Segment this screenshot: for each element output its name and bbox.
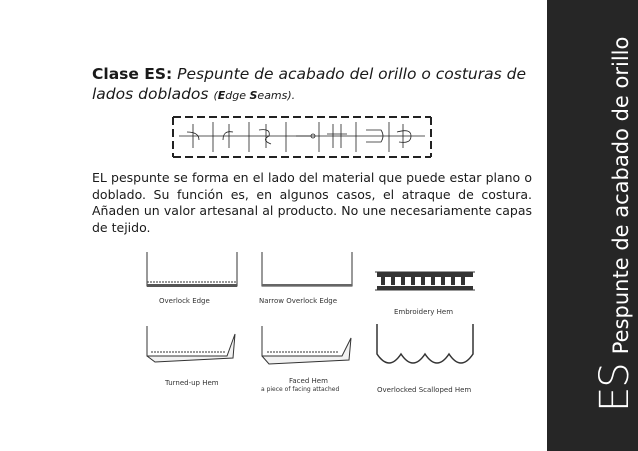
body-paragraph: EL pespunte se forma en el lado del material que puede estar plano o doblado. Su función es, en algunos casos, el atraque de costura. Añaden un valor artesanal al producto. No une necesariamente capas de tejido. bbox=[92, 170, 532, 235]
title-paren: (Edge Seams). bbox=[213, 89, 296, 102]
label-scalloped-hem: Overlocked Scalloped Hem bbox=[377, 386, 472, 394]
slide-title bbox=[92, 64, 532, 106]
side-code: ES bbox=[592, 363, 638, 412]
label-overlock-edge: Overlock Edge bbox=[159, 297, 210, 305]
label-narrow-overlock: Narrow Overlock Edge bbox=[259, 297, 338, 305]
label-faced-hem-sub: a piece of facing attached bbox=[261, 386, 340, 393]
title-main: Pespunte de acabado del orillo o costuras de lados doblados bbox=[92, 65, 526, 103]
side-title bbox=[592, 37, 638, 412]
stitch-strip-illustration bbox=[171, 114, 433, 160]
hem-types-figure bbox=[137, 246, 481, 403]
label-turned-up-hem: Turned-up Hem bbox=[165, 379, 219, 387]
label-embroidery-hem: Embroidery Hem bbox=[394, 308, 454, 316]
label-faced-hem: Faced Hem bbox=[289, 377, 328, 385]
side-description: Pespunte de acabado de orillo bbox=[609, 36, 633, 355]
title-class: Clase ES: bbox=[92, 65, 173, 83]
